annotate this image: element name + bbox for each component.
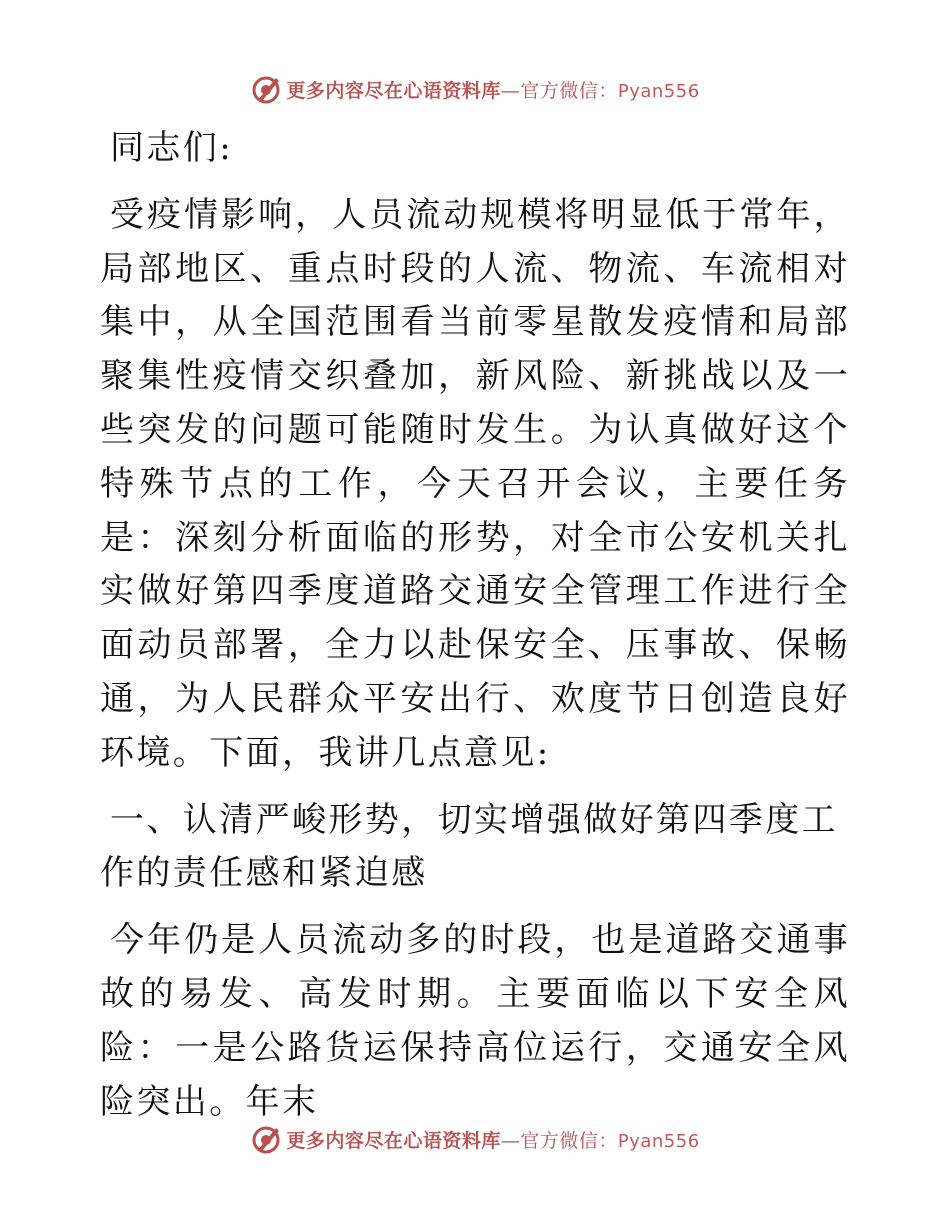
header-watermark [0,72,950,106]
pen-circle-icon [250,73,282,105]
section-heading-1: 一、认清严峻形势，切实增强做好第四季度工作的责任感和紧迫感 [100,799,838,894]
footer-watermark [0,1122,950,1156]
document-body [100,122,850,1142]
watermark-label: 官方微信： [520,79,618,102]
watermark-brand: 更多内容尽在心语资料库 [286,79,501,102]
watermark-dash: — [500,1129,521,1152]
watermark-brand: 更多内容尽在心语资料库 [286,1129,501,1152]
section-paragraph: 今年仍是人员流动多的时段，也是道路交通事故的易发、高发时期。主要面临以下安全风险：一是公路货运保持高位运行，交通安全风险突出。年末 [100,920,850,1122]
watermark-text [286,76,699,103]
pen-circle-icon [250,1123,282,1155]
watermark-id: Pyan556 [617,80,700,102]
intro-paragraph: 受疫情影响，人员流动规模将明显低于常年，局部地区、重点时段的人流、物流、车流相对集中，从全国范围看当前零星散发疫情和局部聚集性疫情交织叠加，新风险、新挑战以及一些突发的问题可能随时发生。为认真做好这个特殊节点的工作，今天召开会议，主要任务是：深刻分析面临的形势，对全市公安机关扎实做好第四季度道路交通安全管理工作进行全面动员部署，全力以赴保安全、压事故、保畅通，为人民群众平安出行、欢度节日创造良好环境。下面，我讲几点意见: [100,194,850,773]
watermark-label: 官方微信： [520,1129,618,1152]
salutation: 同志们: [110,128,234,168]
watermark-text [286,1126,699,1153]
watermark-dash: — [500,79,521,102]
watermark-id: Pyan556 [617,1130,700,1152]
